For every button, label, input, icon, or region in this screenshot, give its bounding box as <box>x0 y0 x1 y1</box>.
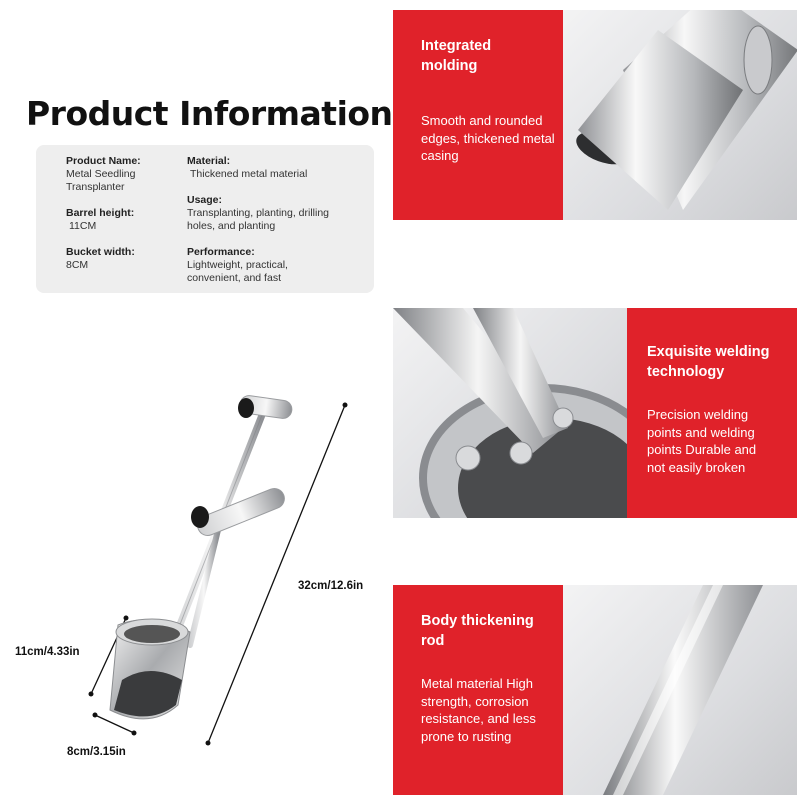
feature-title: Body thickening rod <box>421 613 534 649</box>
welding-closeup-image <box>393 308 627 518</box>
usage-value: Transplanting, planting, drilling holes, and planting <box>187 207 330 232</box>
feature-description: Smooth and rounded edges, thickened metal casing <box>421 113 555 163</box>
bucket-width-value: 8CM <box>66 259 89 271</box>
feature-title: Exquisite welding technology <box>647 344 770 380</box>
length-dimension-label: 32cm/12.6in <box>298 580 364 592</box>
barrel-height-label: Barrel height: <box>66 207 135 219</box>
width-dimension-label: 8cm/3.15in <box>67 746 126 758</box>
feature-text-panel <box>627 308 797 518</box>
height-dimension-label: 11cm/4.33in <box>15 646 80 658</box>
feature-integrated-molding <box>393 10 797 220</box>
bucket-width-label: Bucket width: <box>66 246 135 258</box>
material-label: Material: <box>187 155 231 167</box>
feature-description: Precision welding points and welding points Durable and not easily broken <box>647 407 757 475</box>
usage-field <box>187 194 347 233</box>
product-name-label: Product Name: <box>66 155 141 167</box>
feature-title: Integrated molding <box>421 38 492 74</box>
page-title: Product Information <box>26 94 393 133</box>
width-dimension-line <box>95 715 134 733</box>
molding-closeup-image <box>563 10 797 220</box>
product-name-value: Metal Seedling Transplanter <box>66 168 136 193</box>
product-name-field <box>66 155 176 194</box>
barrel-height-value: 11CM <box>69 220 97 232</box>
material-field <box>187 155 357 181</box>
length-dimension-line <box>208 405 345 743</box>
feature-text-panel <box>393 585 563 795</box>
feature-text-panel <box>393 10 563 220</box>
feature-welding-technology <box>393 308 797 518</box>
feature-body-thickening-rod <box>393 585 797 795</box>
performance-label: Performance: <box>187 246 255 258</box>
feature-description: Metal material High strength, corrosion resistance, and less prone to rusting <box>421 676 536 744</box>
material-value: Thickened metal material <box>190 168 308 180</box>
usage-label: Usage: <box>187 194 223 206</box>
bucket-width-field <box>66 246 176 272</box>
performance-field <box>187 246 307 285</box>
barrel-height-field <box>66 207 176 233</box>
product-info-card <box>36 145 374 293</box>
transplanter-tool <box>110 394 293 718</box>
performance-value: Lightweight, practical, convenient, and fast <box>187 259 288 284</box>
thickening-rod-closeup-image <box>563 585 797 795</box>
